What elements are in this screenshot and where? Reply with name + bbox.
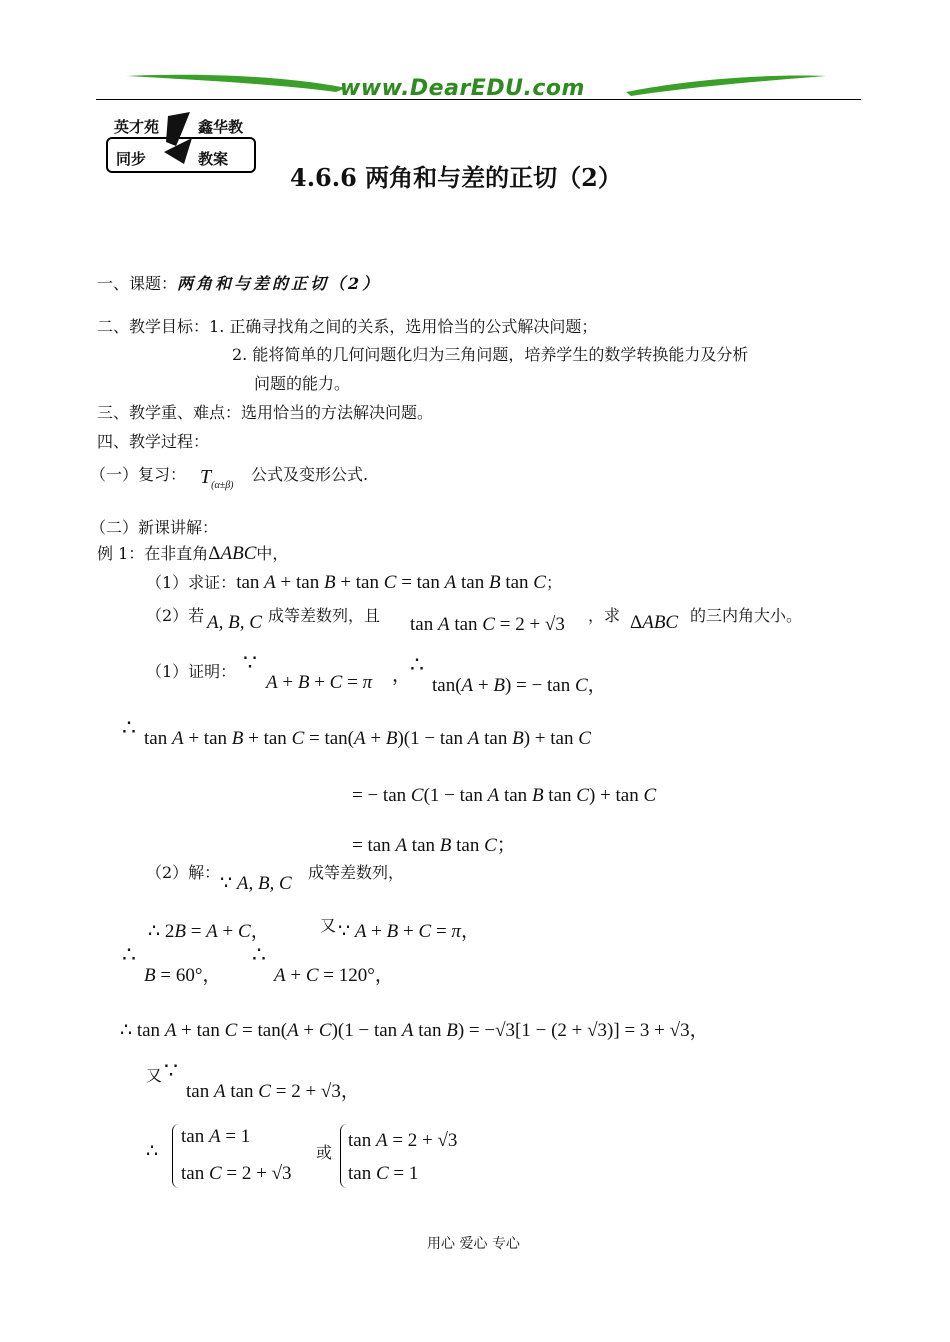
abc-sequence: A, B, C	[207, 612, 262, 633]
therefore-symbol: ∴	[252, 942, 266, 967]
example-1-intro	[97, 541, 288, 565]
proof-1-tan-ab: tan(A + B) = − tan C，	[432, 675, 607, 696]
solution-2-because: ∵ A, B, C	[220, 873, 292, 894]
question-2-mid: 成等差数列，且	[268, 606, 381, 625]
or-text: 或	[316, 1143, 333, 1162]
logo-text-top-left: 英才苑	[114, 118, 160, 136]
question-1-formula: tan A + tan B + tan C = tan A tan B tan C	[236, 572, 546, 593]
solution-2-ac120: A + C = 120°，	[274, 965, 394, 986]
publisher-logo	[106, 112, 258, 176]
solution-2-tan-sum: ∴ tan A + tan C = tan(A + C)(1 − tan A tan B) = −√3[1 − (2 + √3)] = 3 + √3，	[120, 1020, 709, 1041]
question-2-label: （2）若	[146, 606, 205, 625]
question-2-triangle: ΔABC	[630, 612, 679, 633]
solution-2-line-1: ∴ 2B = A + C，	[148, 921, 270, 942]
system-brace-1	[172, 1124, 179, 1188]
review-label: （一）复习：	[90, 465, 187, 484]
logo-text-bottom-left: 同步	[116, 150, 147, 168]
section-process: 四、教学过程：	[97, 432, 210, 451]
because-symbol: ∵	[164, 1058, 178, 1083]
question-1-end: ；	[545, 573, 562, 592]
page-title: 4.6.6 两角和与差的正切（2）	[290, 163, 622, 192]
solution-2-line-1b: ∵ A + B + C = π，	[338, 921, 480, 942]
question-2-tail: 的三内角大小。	[690, 606, 803, 625]
system-brace-2	[340, 1124, 347, 1188]
system-2-line-2: tan C = 1	[348, 1163, 419, 1184]
question-2-ask: ，求	[588, 606, 621, 625]
system-2-line-1: tan A = 2 + √3	[348, 1130, 458, 1151]
logo-text-bottom-right: 教案	[198, 150, 229, 168]
proof-1-line-3: = tan A tan B tan C；	[352, 835, 516, 856]
section-topic-label: 一、课题：	[97, 274, 178, 293]
logo-text-top-right: 鑫华教	[198, 118, 244, 136]
therefore-symbol: ∴	[146, 1141, 159, 1162]
objective-2: 2. 能将简单的几何问题化归为三角问题，培养学生的数学转换能力及分析	[232, 345, 749, 364]
proof-1-label: （1）证明：	[146, 662, 237, 681]
objectives-label: 二、教学目标：	[97, 317, 210, 336]
section-objectives	[97, 314, 597, 337]
question-2	[146, 603, 204, 626]
because-symbol: ∵	[243, 650, 257, 675]
tangent-formula-symbol: $T_{(\alpha\pm\beta)}$	[200, 466, 234, 491]
proof-1-sum-pi: A + B + C = π	[266, 672, 373, 693]
proof-1-line-2: = − tan C(1 − tan A tan B tan C) + tan C	[352, 785, 657, 806]
solution-2-tail: 成等差数列，	[308, 863, 405, 882]
therefore-symbol: ∴	[410, 652, 424, 677]
new-lesson-label: （二）新课讲解：	[90, 518, 219, 537]
section-keypoints: 三、教学重、难点：选用恰当的方法解决问题。	[97, 403, 434, 422]
system-1-line-2: tan C = 2 + √3	[181, 1163, 292, 1184]
solution-2-product: tan A tan C = 2 + √3，	[186, 1081, 360, 1102]
section-topic	[97, 271, 381, 294]
question-2-condition: tan A tan C = 2 + √3	[410, 614, 565, 635]
proof-1-line-1: tan A + tan B + tan C = tan(A + B)(1 − tan A tan B) + tan C	[144, 728, 591, 749]
question-1	[146, 570, 562, 594]
question-1-label: （1）求证：	[146, 573, 237, 592]
example-intro-text: 例 1：在非直角	[97, 544, 209, 563]
solution-2-b60: B = 60°，	[144, 965, 222, 986]
objective-1: 1. 正确寻找角之间的关系，选用恰当的公式解决问题；	[209, 317, 598, 336]
triangle-abc: ΔABC	[208, 543, 257, 564]
site-url[interactable]: www.DearEDU.com	[340, 76, 585, 101]
therefore-symbol: ∴	[122, 715, 136, 740]
solution-2-you-2: 又	[146, 1066, 163, 1085]
page-footer: 用心 爱心 专心	[427, 1236, 520, 1252]
review-text: 公式及变形公式.	[251, 465, 369, 484]
therefore-symbol: ∴	[122, 942, 136, 967]
objective-2-cont: 问题的能力。	[254, 374, 351, 393]
proof-1-sep: ，	[392, 665, 412, 686]
system-1-line-1: tan A = 1	[181, 1126, 251, 1147]
section-topic-value: 两角和与差的正切（2）	[177, 274, 382, 293]
solution-2-label: （2）解：	[146, 863, 221, 882]
solution-2-you: 又	[320, 916, 337, 935]
example-intro-tail: 中，	[256, 544, 289, 563]
